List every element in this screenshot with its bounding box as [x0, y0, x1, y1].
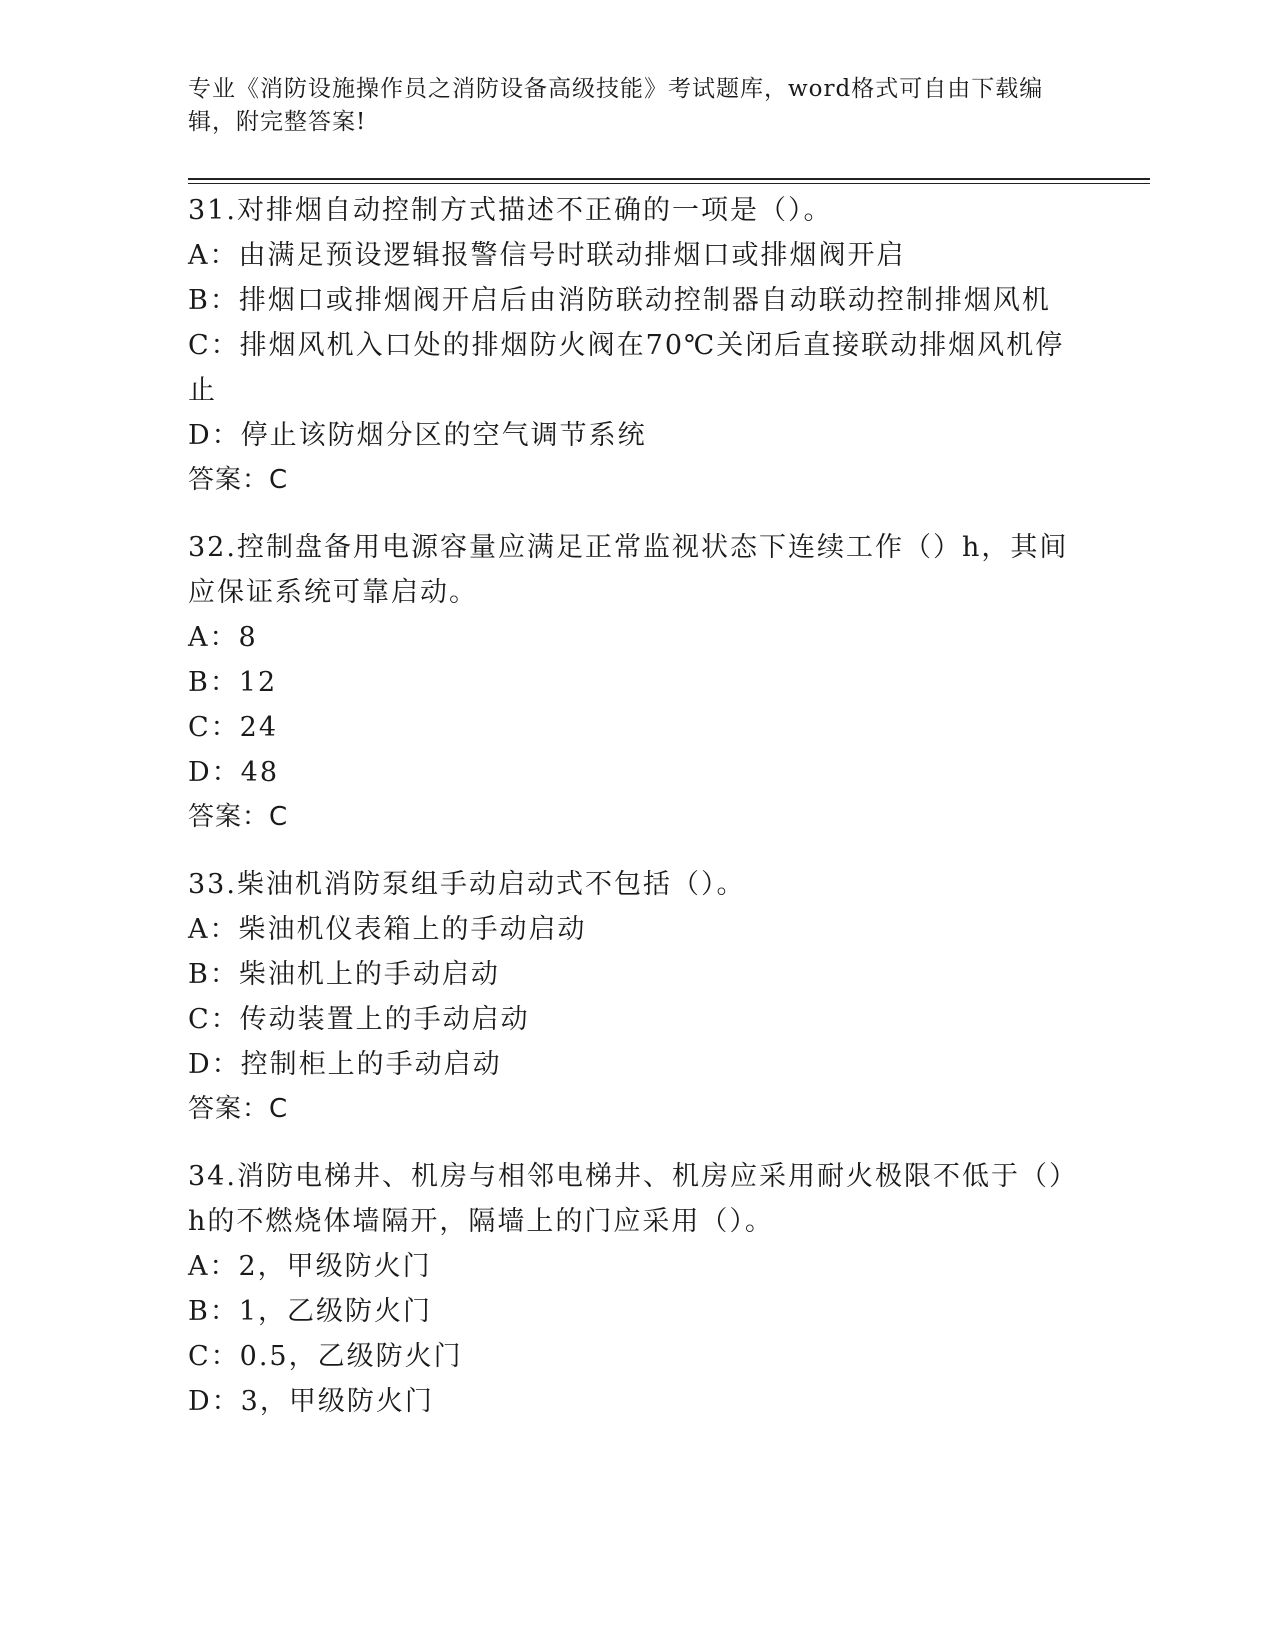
option-a: A：由满足预设逻辑报警信号时联动排烟口或排烟阀开启 [188, 240, 906, 271]
option-b: B：1，乙级防火门 [188, 1296, 433, 1327]
option-d: D：控制柜上的手动启动 [188, 1049, 502, 1080]
question-stem: 31.对排烟自动控制方式描述不正确的一项是（）。 [188, 195, 833, 226]
option-b: B：排烟口或排烟阀开启后由消防联动控制器自动联动控制排烟风机 [188, 285, 1051, 316]
question-list [188, 188, 1088, 1446]
answer: 答案：C [188, 1094, 289, 1124]
header-divider-thick [188, 178, 1150, 180]
option-b: B：12 [188, 667, 278, 698]
option-d: D：停止该防烟分区的空气调节系统 [188, 420, 647, 451]
question-32 [188, 525, 1088, 840]
header-divider-thin [188, 183, 1150, 184]
question-stem: 33.柴油机消防泵组手动启动式不包括（）。 [188, 869, 746, 900]
question-stem-continued: h的不燃烧体墙隔开，隔墙上的门应采用（）。 [188, 1206, 774, 1237]
answer: 答案：C [188, 802, 289, 832]
question-34 [188, 1154, 1088, 1424]
option-a: A：8 [188, 622, 258, 653]
option-d: D：3，甲级防火门 [188, 1386, 434, 1417]
question-33 [188, 862, 1088, 1132]
option-c: C：传动装置上的手动启动 [188, 1004, 530, 1035]
question-31 [188, 188, 1088, 503]
option-c: C：24 [188, 712, 279, 743]
document-header [188, 73, 1068, 139]
option-b: B：柴油机上的手动启动 [188, 959, 500, 990]
option-a: A：2，甲级防火门 [188, 1251, 432, 1282]
option-c: C：0.5，乙级防火门 [188, 1341, 463, 1372]
header-line-1: 专业《消防设施操作员之消防设备高级技能》考试题库，word格式可自由下载编 [188, 76, 1044, 102]
question-stem: 34.消防电梯井、机房与相邻电梯井、机房应采用耐火极限不低于（） [188, 1161, 1078, 1192]
question-stem: 32.控制盘备用电源容量应满足正常监视状态下连续工作（）h，其间 [188, 532, 1069, 563]
option-a: A：柴油机仪表箱上的手动启动 [188, 914, 587, 945]
option-d: D：48 [188, 757, 280, 788]
header-line-2: 辑，附完整答案! [188, 109, 367, 135]
option-c: C：排烟风机入口处的排烟防火阀在70℃关闭后直接联动排烟风机停止 [188, 330, 1065, 406]
question-stem-continued: 应保证系统可靠启动。 [188, 577, 478, 608]
answer: 答案：C [188, 465, 289, 495]
